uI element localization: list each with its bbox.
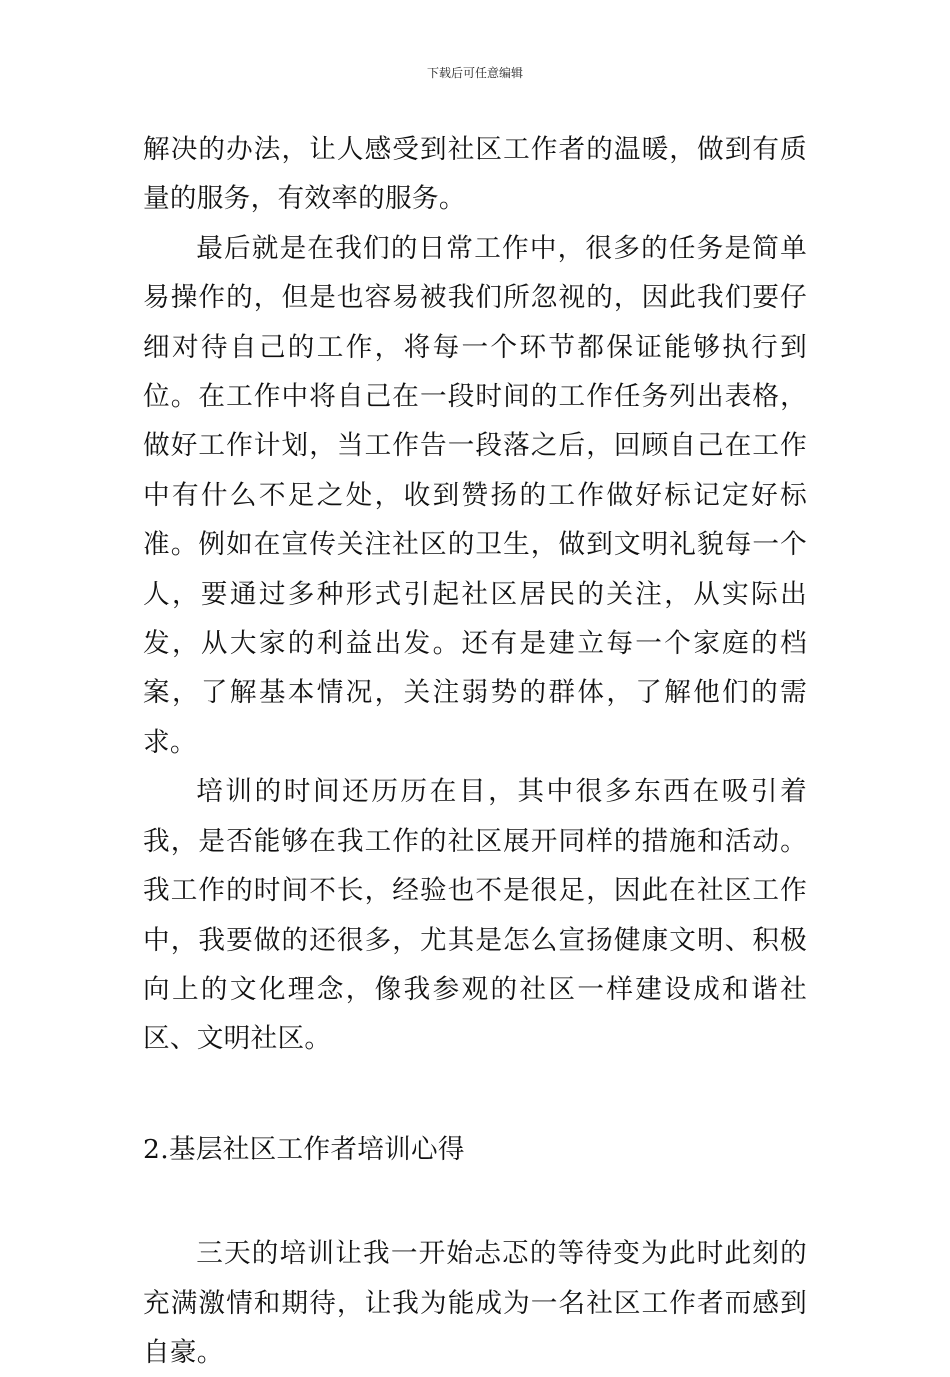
- paragraph-continuation: 解决的办法，让人感受到社区工作者的温暖，做到有质量的服务，有效率的服务。: [143, 134, 807, 215]
- paragraph-section-intro: 三天的培训让我一开始忐忑的等待变为此时此刻的充满激情和期待，让我为能成为一名社区工作者而感到自豪。: [143, 1238, 807, 1368]
- section-heading: 2.基层社区工作者培训心得: [143, 1133, 465, 1165]
- document-body: [143, 125, 807, 1377]
- page-header-note: 下载后可任意编辑: [426, 66, 523, 80]
- paragraph-daily-work: 最后就是在我们的日常工作中，很多的任务是简单易操作的，但是也容易被我们所忽视的，因此我们要仔细对待自己的工作，将每一个环节都保证能够执行到位。在工作中将自己在一段时间的工作任务列出表格，做好工作计划，当工作告一段落之后，回顾自己在工作中有什么不足之处，收到赞扬的工作做好标记定好标准。例如在宣传关注社区的卫生，做到文明礼貌每一个人，要通过多种形式引起社区居民的关注，从实际出发，从大家的利益出发。还有是建立每一个家庭的档案，了解基本情况，关注弱势的群体，了解他们的需求。: [143, 232, 807, 758]
- paragraph-training-reflection: 培训的时间还历历在目，其中很多东西在吸引着我，是否能够在我工作的社区展开同样的措施和活动。我工作的时间不长，经验也不是很足，因此在社区工作中，我要做的还很多，尤其是怎么宣扬健康文明、积极向上的文化理念，像我参观的社区一样建设成和谐社区、文明社区。: [143, 776, 807, 1055]
